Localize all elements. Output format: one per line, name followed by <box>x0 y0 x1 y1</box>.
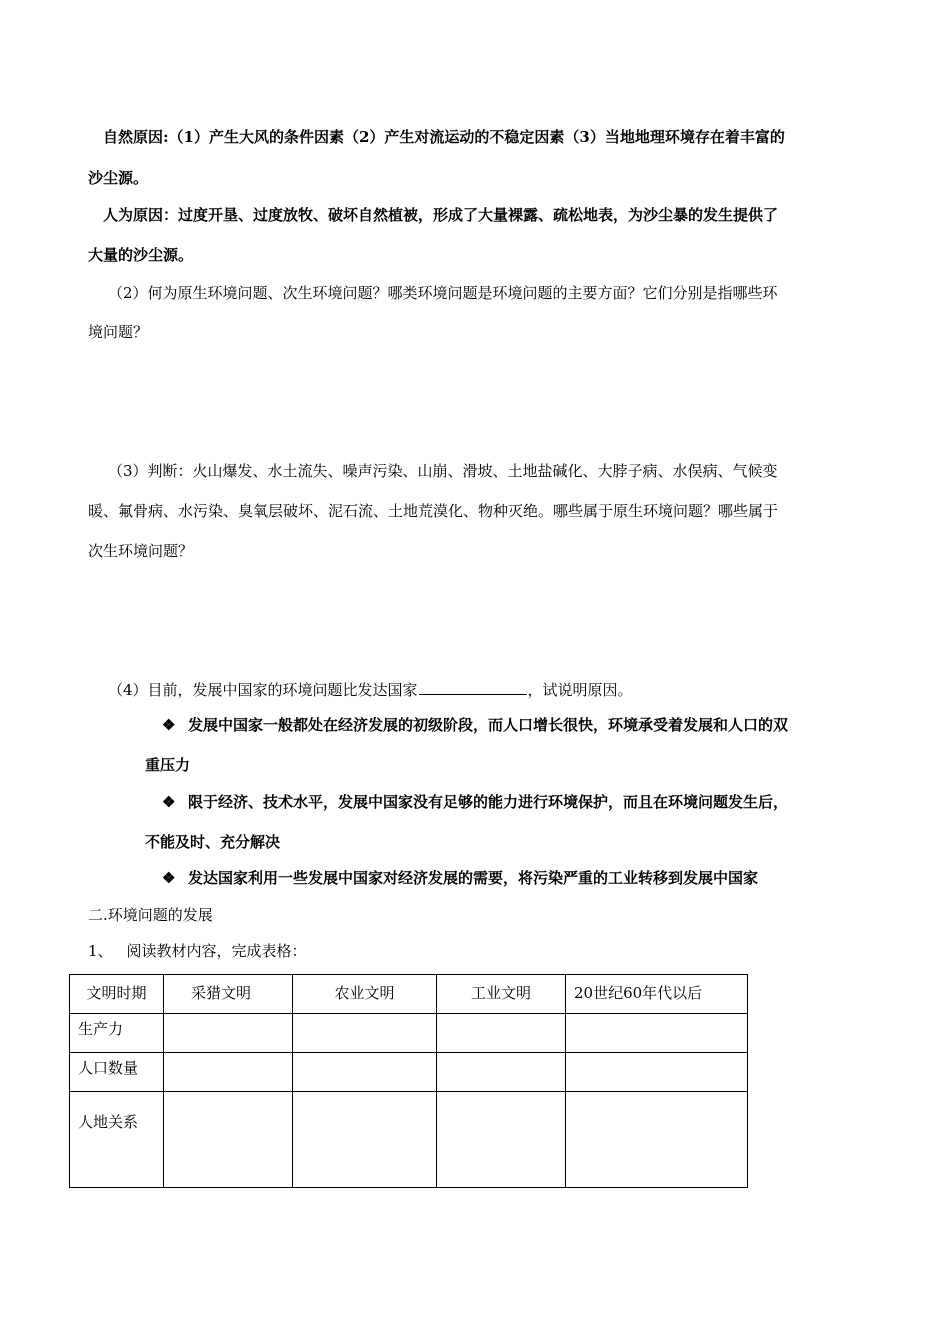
question-4-prefix: （4）目前，发展中国家的环境问题比发达国家 <box>108 681 418 699</box>
row-label-cell: 人口数量 <box>70 1053 164 1092</box>
bullet-2-line-2: 不能及时、充分解决 <box>145 833 281 851</box>
human-causes-line-1: 人为原因：过度开垦、过度放牧、破坏自然植被，形成了大量裸露、疏松地表，为沙尘暴的发生提供了 <box>103 206 779 224</box>
table-cell[interactable] <box>566 1053 748 1092</box>
natural-causes-line-2: 沙尘源。 <box>88 169 149 187</box>
table-header-cell: 采猎文明 <box>164 975 293 1014</box>
section-2-heading: 二.环境问题的发展 <box>88 906 213 924</box>
table-cell[interactable] <box>566 1092 748 1188</box>
bullet-1-line-1 <box>162 715 788 735</box>
table-cell[interactable] <box>293 1014 437 1053</box>
table-header-row <box>70 975 748 1014</box>
item-text: 阅读教材内容，完成表格： <box>126 942 307 960</box>
question-2-line-1: （2）何为原生环境问题、次生环境问题？哪类环境问题是环境问题的主要方面？它们分别是指哪些环 <box>108 284 778 302</box>
table-cell[interactable] <box>293 1092 437 1188</box>
table-cell[interactable] <box>164 1053 293 1092</box>
question-3-line-1: （3）判断：火山爆发、水土流失、噪声污染、山崩、滑坡、土地盐碱化、大脖子病、水俣病、气候变 <box>108 462 778 480</box>
table-row <box>70 1053 748 1092</box>
question-4 <box>108 679 633 700</box>
table-cell[interactable] <box>437 1053 566 1092</box>
question-2-line-2: 境问题？ <box>88 323 149 341</box>
table-cell[interactable] <box>566 1014 748 1053</box>
diamond-bullet-icon: ❖ <box>162 716 176 734</box>
table-cell[interactable] <box>164 1014 293 1053</box>
table-row <box>70 1014 748 1053</box>
table-row <box>70 1092 748 1188</box>
bullet-3-line-1 <box>162 868 758 888</box>
diamond-bullet-icon: ❖ <box>162 793 176 811</box>
bullet-1-text: 发展中国家一般都处在经济发展的初级阶段，而人口增长很快，环境承受着发展和人口的双 <box>188 716 789 734</box>
natural-causes-line-1: 自然原因:（1）产生大风的条件因素（2）产生对流运动的不稳定因素（3）当地地理环境存在着丰富的 <box>103 128 785 146</box>
table-header-cell: 工业文明 <box>437 975 566 1014</box>
bullet-1-line-2: 重压力 <box>145 756 191 774</box>
item-number: 1、 <box>88 942 113 960</box>
row-label-cell: 人地关系 <box>70 1092 164 1188</box>
table-cell[interactable] <box>293 1053 437 1092</box>
table-header-cell: 农业文明 <box>293 975 437 1014</box>
civilization-table <box>69 974 748 1188</box>
question-4-suffix: ，试说明原因。 <box>527 681 633 699</box>
question-3-line-3: 次生环境问题？ <box>88 542 194 560</box>
bullet-3-text: 发达国家利用一些发展中国家对经济发展的需要，将污染严重的工业转移到发展中国家 <box>188 869 759 887</box>
table-cell[interactable] <box>437 1014 566 1053</box>
table-cell[interactable] <box>164 1092 293 1188</box>
answer-blank[interactable] <box>419 679 527 695</box>
question-3-line-2: 暖、氟骨病、水污染、臭氧层破坏、泥石流、土地荒漠化、物种灭绝。哪些属于原生环境问题？哪些属于 <box>88 502 779 520</box>
bullet-2-text: 限于经济、技术水平，发展中国家没有足够的能力进行环境保护，而且在环境问题发生后， <box>188 793 789 811</box>
section-2-item-1 <box>88 941 307 961</box>
row-label-cell: 生产力 <box>70 1014 164 1053</box>
bullet-2-line-1 <box>162 792 788 812</box>
table-header-cell: 20世纪60年代以后 <box>566 975 748 1014</box>
diamond-bullet-icon: ❖ <box>162 869 176 887</box>
table-cell[interactable] <box>437 1092 566 1188</box>
human-causes-line-2: 大量的沙尘源。 <box>88 246 194 264</box>
table-header-cell: 文明时期 <box>70 975 164 1014</box>
